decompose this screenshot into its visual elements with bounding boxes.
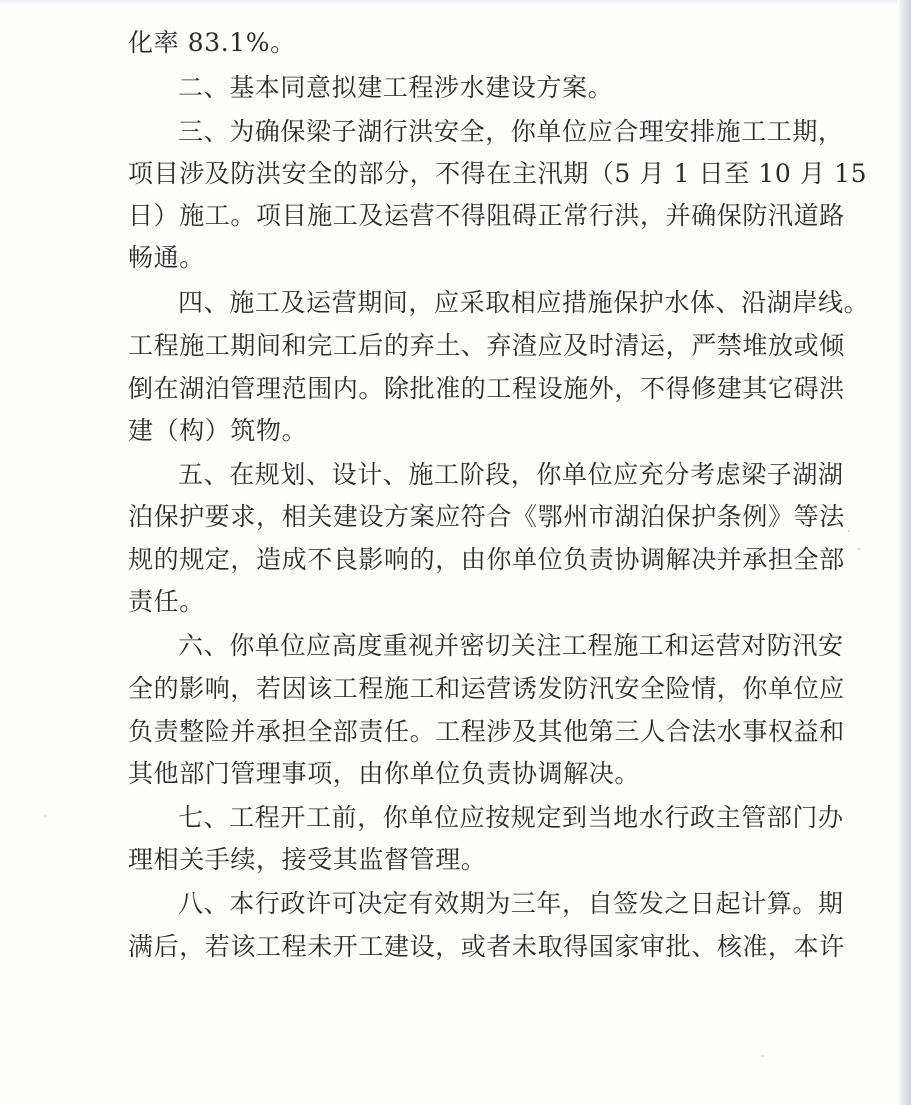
text-line: 四、施工及运营期间，应采取相应措施保护水体、沿湖岸线。 (178, 288, 870, 317)
text-line: 项目涉及防洪安全的部分，不得在主汛期（5 月 1 日至 10 月 15 (128, 159, 868, 188)
text-line: 负责整险并承担全部责任。工程涉及其他第三人合法水事权益和 (128, 717, 845, 746)
text-line: 倒在湖泊管理范围内。除批准的工程设施外，不得修建其它碍洪 (128, 374, 845, 403)
text-line: 责任。 (128, 587, 205, 616)
text-line: 全的影响，若因该工程施工和运营诱发防汛安全险情，你单位应 (128, 674, 845, 703)
text-line: 满后，若该工程未开工建设，或者未取得国家审批、核准，本许 (128, 932, 845, 961)
text-line: 工程施工期间和完工后的弃土、弃渣应及时清运，严禁堆放或倾 (128, 331, 845, 360)
text-line: 建（构）筑物。 (128, 416, 308, 445)
scan-speck (762, 1055, 764, 1057)
text-line: 六、你单位应高度重视并密切关注工程施工和运营对防汛安 (178, 631, 844, 660)
text-line: 七、工程开工前，你单位应按规定到当地水行政主管部门办 (178, 803, 844, 832)
text-line: 日）施工。项目施工及运营不得阻碍正常行洪，并确保防汛道路 (128, 201, 845, 230)
scan-speck (44, 815, 46, 817)
text-line: 理相关手续，接受其监督管理。 (128, 845, 487, 874)
text-line: 规的规定，造成不良影响的，由你单位负责协调解决并承担全部 (128, 545, 845, 574)
text-line: 其他部门管理事项，由你单位负责协调解决。 (128, 759, 641, 788)
text-line: 二、基本同意拟建工程涉水建设方案。 (178, 73, 614, 102)
text-line: 化率 83.1%。 (128, 28, 296, 57)
text-line: 三、为确保梁子湖行洪安全，你单位应合理安排施工工期， (178, 117, 844, 146)
scan-speck (858, 548, 860, 550)
text-line: 畅通。 (128, 243, 205, 272)
text-line: 八、本行政许可决定有效期为三年，自签发之日起计算。期 (178, 889, 844, 918)
text-line: 五、在规划、设计、施工阶段，你单位应充分考虑梁子湖湖 (178, 460, 844, 489)
scan-speck (848, 530, 850, 532)
text-line: 泊保护要求，相关建设方案应符合《鄂州市湖泊保护条例》等法 (128, 502, 845, 531)
